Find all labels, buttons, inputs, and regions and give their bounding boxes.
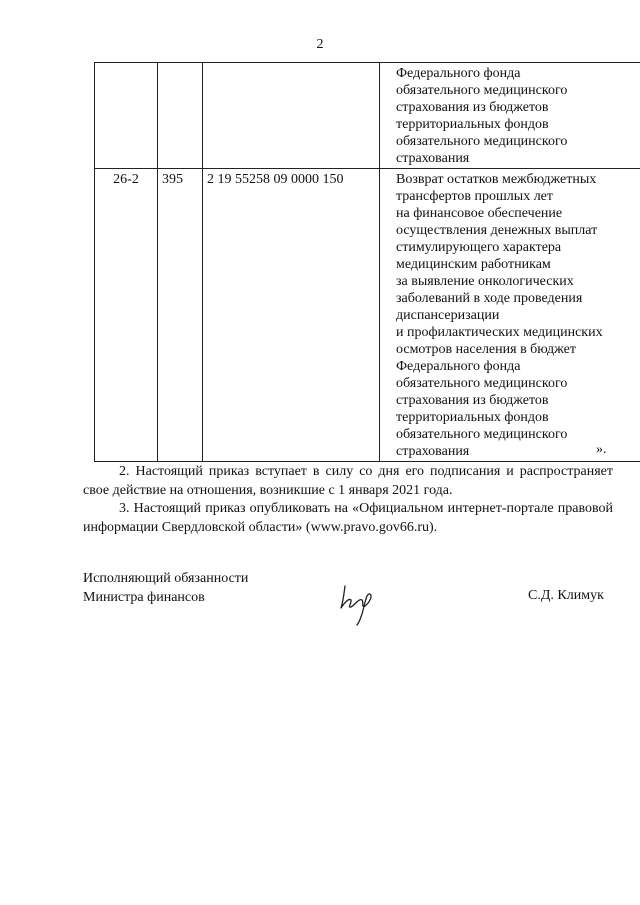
cell-code bbox=[158, 63, 203, 169]
handwritten-signature bbox=[335, 578, 381, 631]
budget-table bbox=[94, 62, 640, 462]
signatory-title-line1: Исполняющий обязанности bbox=[83, 571, 249, 586]
description-line: за выявление онкологических bbox=[396, 274, 574, 289]
cell-description bbox=[380, 63, 640, 169]
cell-kbk bbox=[203, 63, 380, 169]
description-line: заболеваний в ходе проведения bbox=[396, 291, 583, 306]
description-line: на финансовое обеспечение bbox=[396, 206, 563, 221]
description-line: осуществления денежных выплат bbox=[396, 223, 598, 238]
description-line: обязательного медицинского bbox=[396, 134, 568, 149]
table-row bbox=[95, 63, 640, 169]
description-line: обязательного медицинского bbox=[396, 83, 568, 98]
cell-number: 26-2 bbox=[95, 169, 158, 462]
description-line: и профилактических медицинских bbox=[396, 325, 603, 340]
cell-description bbox=[380, 169, 640, 462]
description-line: страхования bbox=[396, 444, 470, 459]
description-line: стимулирующего характера bbox=[396, 240, 562, 255]
description-line: Федерального фонда bbox=[396, 66, 521, 81]
description-line: страхования из бюджетов bbox=[396, 393, 549, 408]
description-line: территориальных фондов bbox=[396, 117, 549, 132]
signatory-title-line2: Министра финансов bbox=[83, 590, 205, 605]
closing-quote: ». bbox=[596, 442, 607, 457]
page-number: 2 bbox=[316, 37, 324, 52]
description-line: трансфертов прошлых лет bbox=[396, 189, 554, 204]
table-row bbox=[95, 169, 640, 462]
description-line: Федерального фонда bbox=[396, 359, 521, 374]
description-line: диспансеризации bbox=[396, 308, 500, 323]
cell-number bbox=[95, 63, 158, 169]
description-line: территориальных фондов bbox=[396, 410, 549, 425]
cell-kbk: 2 19 55258 09 0000 150 bbox=[203, 169, 380, 462]
description-line: страхования bbox=[396, 151, 470, 166]
description-line: обязательного медицинского bbox=[396, 376, 568, 391]
description-line: обязательного медицинского bbox=[396, 427, 568, 442]
description-line: Возврат остатков межбюджетных bbox=[396, 172, 597, 187]
signatory-title bbox=[83, 569, 248, 607]
description-line: осмотров населения в бюджет bbox=[396, 342, 576, 357]
cell-code: 395 bbox=[158, 169, 203, 462]
paragraph-3: 3. Настоящий приказ опубликовать на «Официальном интернет-портале правовой информации Свердловской области» (www.pravo.gov66.ru). bbox=[83, 501, 613, 535]
paragraph-2: 2. Настоящий приказ вступает в силу со дня его подписания и распространяет свое действие на отношения, возникшие с 1 января 2021 года. bbox=[83, 464, 613, 498]
signatory-name: С.Д. Климук bbox=[528, 588, 604, 603]
description-line: медицинским работникам bbox=[396, 257, 551, 272]
description-line: страхования из бюджетов bbox=[396, 100, 549, 115]
